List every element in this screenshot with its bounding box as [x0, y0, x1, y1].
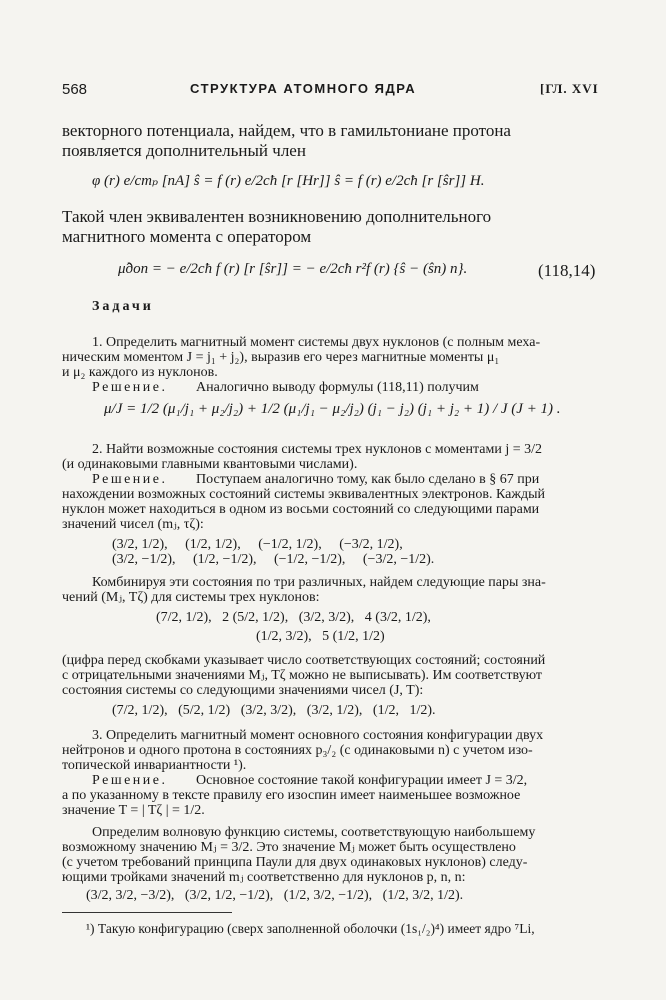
text-line: ническим моментом J = j₁ + j₂), выразив его через магнитные моменты μ₁ [62, 350, 500, 365]
text-line: ющими тройками значений mⱼ соответственно для нуклонов p, n, n: [62, 870, 466, 885]
section-heading: Задачи [92, 299, 154, 314]
text-line: чений (Mⱼ, Tζ) для системы трех нуклонов: [62, 590, 320, 605]
text-line: топической инвариантности ¹). [62, 758, 247, 773]
text-line: (с учетом требований принципа Паули для двух одинаковых нуклонов) следу- [62, 855, 528, 870]
text-line: (и одинаковыми главными квантовыми числами). [62, 457, 358, 472]
text-line: нейтронов и одного протона в состояниях p₃/₂ (с одинаковыми n) с учетом изо- [62, 743, 533, 758]
text-line: нуклон может находиться в одном из восьми состояний со следующими парами [62, 502, 540, 517]
equation: μ̂доп = − e/2cħ f (r) [r [ŝr]] = − e/2cħ r²f (r) {ŝ − (ŝn) n}. [118, 261, 468, 277]
text-line: появляется дополнительный член [62, 141, 306, 160]
equation-number: (118,14) [538, 261, 596, 280]
text-line: Определим волновую функцию системы, соответствующую наибольшему [92, 825, 536, 840]
text-line: а по указанному в тексте правилу его изоспин имеет наименьшее возможное [62, 788, 521, 803]
footnote: ¹) Такую конфигурацию (сверх заполненной оболочки (1s₁/₂)⁴) имеет ядро ⁷Li, [86, 921, 535, 936]
solution-label: Решение. [92, 472, 168, 487]
solution-label: Решение. [92, 773, 168, 788]
value-list: (3/2, −1/2), (1/2, −1/2), (−1/2, −1/2), (−3/2, −1/2). [112, 552, 435, 567]
footnote-divider [62, 912, 232, 913]
text-line: магнитного момента с оператором [62, 227, 312, 246]
page-number: 568 [62, 81, 88, 98]
equation: φ (r) e/cmₚ [nA] ŝ = f (r) e/2cħ [r [Hr]] ŝ = f (r) e/2cħ [r [ŝr]] H. [92, 173, 485, 189]
text-line: Основное состояние такой конфигурации имеет J = 3/2, [196, 773, 528, 788]
text-line: векторного потенциала, найдем, что в гамильтониане протона [62, 121, 511, 140]
value-list: (7/2, 1/2), 2 (5/2, 1/2), (3/2, 3/2), 4 (3/2, 1/2), [156, 610, 431, 625]
chapter-label: [ГЛ. XVI [540, 81, 599, 96]
text-line: нахождении возможных состояний системы эквивалентных электронов. Каждый [62, 487, 546, 502]
text-line: возможному значению Mⱼ = 3/2. Это значение Mⱼ может быть осуществлено [62, 840, 516, 855]
text-line: 1. Определить магнитный момент системы двух нуклонов (с полным меха- [92, 335, 541, 350]
text-line: Комбинируя эти состояния по три различных, найдем следующие пары зна- [92, 575, 546, 590]
text-line: и μ₂ каждого из нуклонов. [62, 365, 218, 380]
value-list: (3/2, 1/2), (1/2, 1/2), (−1/2, 1/2), (−3/2, 1/2), [112, 537, 403, 552]
text-line: с отрицательными значениями Mⱼ, Tζ можно не выписывать). Им соответствуют [62, 668, 543, 683]
solution-label: Решение. [92, 380, 168, 395]
value-list: (1/2, 3/2), 5 (1/2, 1/2) [256, 629, 385, 644]
text-line: 3. Определить магнитный момент основного состояния конфигурации двух [92, 728, 544, 743]
text-line: 2. Найти возможные состояния системы трех нуклонов с моментами j = 3/2 [92, 442, 542, 457]
equation: μ/J = 1/2 (μ₁/j₁ + μ₂/j₂) + 1/2 (μ₁/j₁ − μ₂/j₂) (j₁ − j₂) (j₁ + j₂ + 1) / J (J + 1) . [104, 401, 561, 417]
text-line: значений чисел (mⱼ, τζ): [62, 517, 204, 532]
text-line: значение T = | Tζ | = 1/2. [62, 803, 205, 818]
value-list: (7/2, 1/2), (5/2, 1/2) (3/2, 3/2), (3/2, 1/2), (1/2, 1/2). [112, 703, 436, 718]
text-line: Аналогично выводу формулы (118,11) получим [196, 380, 479, 395]
text-line: (цифра перед скобками указывает число соответствующих состояний; состояний [62, 653, 546, 668]
text-line: Такой член эквивалентен возникновению дополнительного [62, 207, 492, 226]
text-line: состояния системы со следующими значениями чисел (J, T): [62, 683, 424, 698]
running-title: СТРУКТУРА АТОМНОГО ЯДРА [190, 81, 417, 96]
value-list: (3/2, 3/2, −3/2), (3/2, 1/2, −1/2), (1/2, 3/2, −1/2), (1/2, 3/2, 1/2). [86, 888, 464, 903]
text-line: Поступаем аналогично тому, как было сделано в § 67 при [196, 472, 540, 487]
